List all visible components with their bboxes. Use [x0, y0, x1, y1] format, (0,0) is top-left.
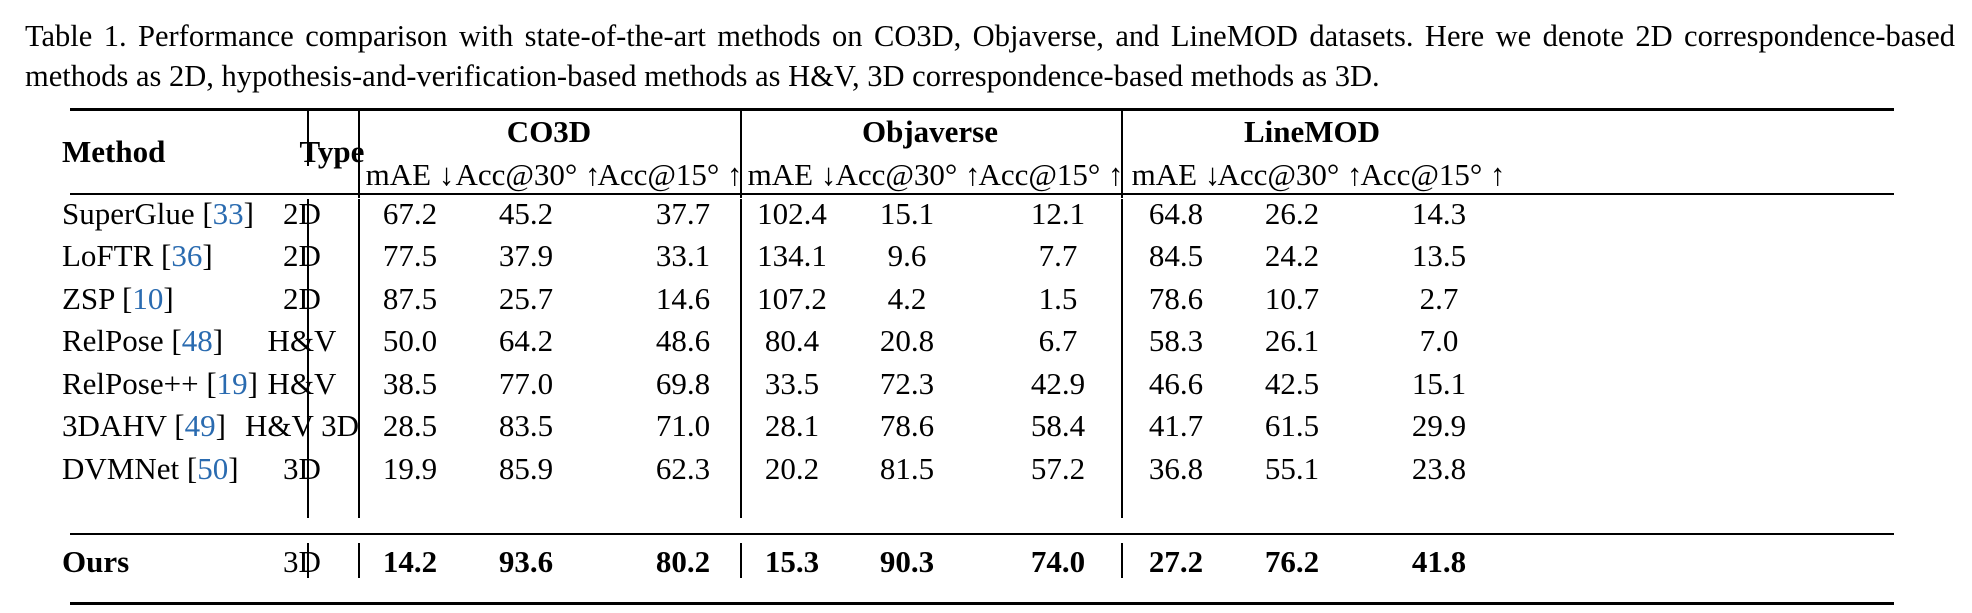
value-cell: 4.2: [887, 281, 927, 316]
value-cell: 33.1: [655, 238, 711, 273]
value-cell: 7.7: [1038, 238, 1078, 273]
metric-header: Acc@30° ↑: [1217, 157, 1363, 192]
value-cell: 42.9: [1030, 366, 1086, 401]
row-type: 2D: [283, 196, 321, 231]
value-cell: 64.8: [1148, 196, 1204, 231]
vline-co3d-left: [358, 199, 360, 518]
citation-link[interactable]: 10: [132, 281, 164, 316]
value-cell: 64.2: [498, 323, 554, 358]
value-cell: 27.2: [1148, 544, 1204, 579]
row-type: 2D: [283, 238, 321, 273]
value-cell: 72.3: [879, 366, 935, 401]
value-cell: 25.7: [498, 281, 554, 316]
citation-link[interactable]: 36: [171, 238, 203, 273]
method-name: RelPose: [62, 323, 164, 358]
citation-link[interactable]: 50: [197, 451, 229, 486]
header-rule: [70, 193, 1894, 195]
value-cell: 6.7: [1038, 323, 1078, 358]
value-cell: 15.3: [764, 544, 820, 579]
value-cell: 107.2: [757, 281, 827, 316]
value-cell: 93.6: [498, 544, 554, 579]
value-cell: 90.3: [879, 544, 935, 579]
value-cell: 85.9: [498, 451, 554, 486]
metric-header: mAE ↓: [747, 157, 837, 192]
row-type: 3D: [283, 544, 321, 579]
row-method: LoFTR [36]: [62, 238, 213, 273]
value-cell: 24.2: [1264, 238, 1320, 273]
value-cell: 7.0: [1419, 323, 1459, 358]
citation-link[interactable]: 49: [184, 408, 216, 443]
value-cell: 87.5: [382, 281, 438, 316]
vline-objaverse-left: [740, 543, 742, 578]
value-cell: 33.5: [764, 366, 820, 401]
value-cell: 42.5: [1264, 366, 1320, 401]
metric-header: mAE ↓: [365, 157, 455, 192]
value-cell: 71.0: [655, 408, 711, 443]
citation-link[interactable]: 19: [216, 366, 248, 401]
vline-co3d-left: [358, 543, 360, 578]
row-method: ZSP [10]: [62, 281, 174, 316]
row-method: SuperGlue [33]: [62, 196, 254, 231]
method-name: ZSP: [62, 281, 115, 316]
value-cell: 55.1: [1264, 451, 1320, 486]
value-cell: 28.5: [382, 408, 438, 443]
metric-header: Acc@15° ↑: [978, 157, 1124, 192]
value-cell: 77.5: [382, 238, 438, 273]
value-cell: 36.8: [1148, 451, 1204, 486]
method-name: SuperGlue: [62, 196, 195, 231]
value-cell: 14.2: [382, 544, 438, 579]
citation-link[interactable]: 33: [212, 196, 244, 231]
value-cell: 23.8: [1411, 451, 1467, 486]
value-cell: 134.1: [757, 238, 827, 273]
citation-link[interactable]: 48: [181, 323, 213, 358]
value-cell: 37.9: [498, 238, 554, 273]
row-type: H&V: [267, 323, 337, 358]
value-cell: 50.0: [382, 323, 438, 358]
value-cell: 38.5: [382, 366, 438, 401]
header-objaverse: Objaverse: [861, 114, 999, 149]
metric-header: Acc@15° ↑: [597, 157, 743, 192]
value-cell: 80.4: [764, 323, 820, 358]
value-cell: 15.1: [879, 196, 935, 231]
header-linemod: LineMOD: [1243, 114, 1381, 149]
bottom-rule: [70, 602, 1894, 605]
row-type: H&V 3D: [245, 408, 359, 443]
row-method: [62, 546, 129, 577]
value-cell: 41.8: [1411, 544, 1467, 579]
results-table: [62, 108, 1894, 605]
metric-header: Acc@15° ↑: [1360, 157, 1506, 192]
metric-header: Acc@30° ↑: [835, 157, 981, 192]
value-cell: 15.1: [1411, 366, 1467, 401]
value-cell: 74.0: [1030, 544, 1086, 579]
top-rule: [70, 108, 1894, 111]
value-cell: 102.4: [757, 196, 827, 231]
value-cell: 69.8: [655, 366, 711, 401]
vline-objaverse-left: [740, 199, 742, 518]
value-cell: 12.1: [1030, 196, 1086, 231]
metric-header: Acc@30° ↑: [455, 157, 601, 192]
header-type: Type: [299, 134, 365, 169]
table-caption: Table 1. Performance comparison with state-of-the-art methods on CO3D, Objaverse, and LineMOD datasets. Here we denote 2D correspondence-based methods as 2D, hypothesis-and-verification-based methods as H&V, 3D correspondence-based methods as 3D.: [25, 19, 1955, 93]
row-type: H&V: [267, 366, 337, 401]
vline-linemod-left: [1121, 199, 1123, 518]
ours-rule: [70, 533, 1894, 535]
value-cell: 41.7: [1148, 408, 1204, 443]
method-name: Ours: [62, 544, 130, 579]
value-cell: 2.7: [1419, 281, 1459, 316]
value-cell: 20.8: [879, 323, 935, 358]
value-cell: 77.0: [498, 366, 554, 401]
value-cell: 81.5: [879, 451, 935, 486]
row-method: DVMNet [50]: [62, 451, 239, 486]
value-cell: 45.2: [498, 196, 554, 231]
metric-header: mAE ↓: [1131, 157, 1221, 192]
method-name: RelPose++: [62, 366, 199, 401]
value-cell: 84.5: [1148, 238, 1204, 273]
value-cell: 9.6: [887, 238, 927, 273]
row-type: 3D: [283, 451, 321, 486]
value-cell: 58.3: [1148, 323, 1204, 358]
value-cell: 29.9: [1411, 408, 1467, 443]
row-method: RelPose [48]: [62, 323, 224, 358]
value-cell: 14.6: [655, 281, 711, 316]
row-method: 3DAHV [49]: [62, 408, 226, 443]
value-cell: 76.2: [1264, 544, 1320, 579]
value-cell: 83.5: [498, 408, 554, 443]
value-cell: 67.2: [382, 196, 438, 231]
value-cell: 14.3: [1411, 196, 1467, 231]
value-cell: 10.7: [1264, 281, 1320, 316]
value-cell: 80.2: [655, 544, 711, 579]
method-name: DVMNet: [62, 451, 180, 486]
row-method: RelPose++ [19]: [62, 366, 258, 401]
value-cell: 58.4: [1030, 408, 1086, 443]
value-cell: 19.9: [382, 451, 438, 486]
value-cell: 62.3: [655, 451, 711, 486]
value-cell: 13.5: [1411, 238, 1467, 273]
value-cell: 28.1: [764, 408, 820, 443]
value-cell: 61.5: [1264, 408, 1320, 443]
value-cell: 46.6: [1148, 366, 1204, 401]
value-cell: 26.2: [1264, 196, 1320, 231]
value-cell: 20.2: [764, 451, 820, 486]
value-cell: 37.7: [655, 196, 711, 231]
value-cell: 78.6: [1148, 281, 1204, 316]
header-method: Method: [62, 134, 166, 169]
row-type: 2D: [283, 281, 321, 316]
value-cell: 78.6: [879, 408, 935, 443]
value-cell: 48.6: [655, 323, 711, 358]
header-co3d: CO3D: [506, 114, 592, 149]
method-name: LoFTR: [62, 238, 154, 273]
value-cell: 26.1: [1264, 323, 1320, 358]
value-cell: 1.5: [1038, 281, 1078, 316]
value-cell: 57.2: [1030, 451, 1086, 486]
vline-linemod-left: [1121, 543, 1123, 578]
method-name: 3DAHV: [62, 408, 167, 443]
